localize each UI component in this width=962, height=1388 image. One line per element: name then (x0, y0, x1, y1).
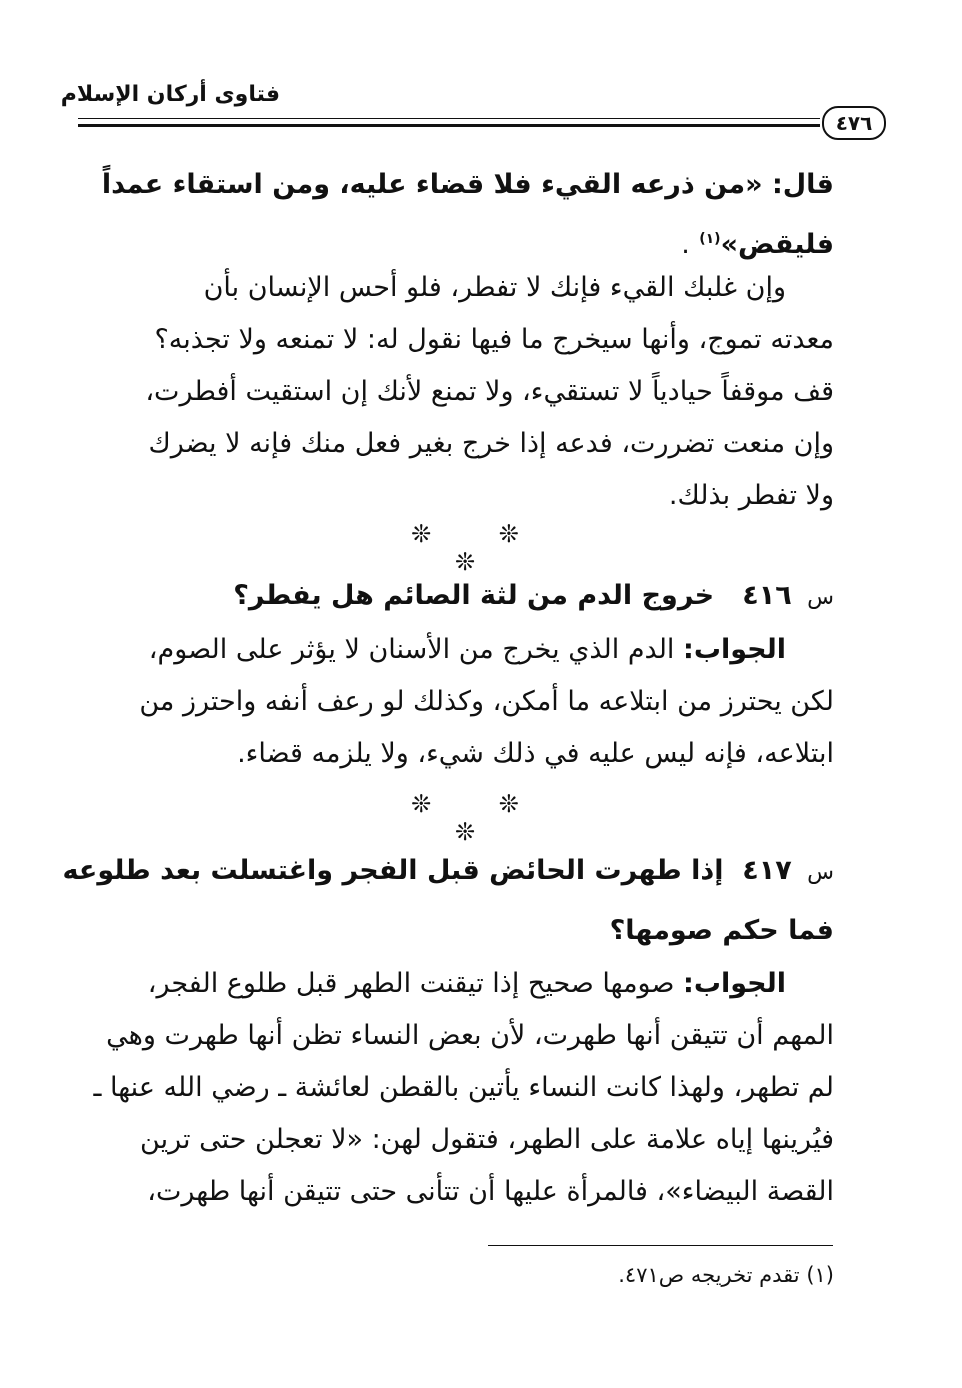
answer-line: لكن يحترز من ابتلاعه ما أمكن، وكذلك لو رعف أنفه واحترز من (139, 686, 834, 717)
hadith-quote-period: . (681, 229, 690, 260)
answer-label: الجواب: (683, 634, 786, 665)
answer-line: فيُرينها إياه علامة على الطهر، فتقول لهن: «لا تعجلن حتى ترين (140, 1124, 834, 1155)
question-number: ٤١٧ (742, 855, 792, 886)
hadith-quote-line-1: قال: «من ذرعه القيء فلا قضاء عليه، ومن استقاء عمداً (101, 169, 834, 200)
answer-416 (80, 624, 834, 780)
question-line (62, 842, 834, 902)
paragraph-line: ولا تفطر بذلك. (668, 480, 834, 511)
question-text: خروج الدم من لثة الصائم هل يفطر؟ (233, 580, 715, 611)
paragraph-line: قف موقفاً حيادياً لا تستقيء، ولا تمنع لأنك إن استقيت أفطرت، (145, 376, 834, 407)
answer-line (80, 624, 834, 676)
footnote-reference: (١) (699, 231, 721, 247)
hadith-quote (80, 158, 834, 272)
question-mark-symbol: س (807, 860, 834, 885)
question-number: ٤١٦ (742, 580, 792, 611)
answer-label: الجواب: (683, 968, 786, 999)
paragraph-line: وإن منعت تضررت، فدعه إذا خرج بغير فعل منك فإنه لا يضرك (148, 428, 834, 459)
question-line: فما حكم صومها؟ (609, 915, 834, 946)
question-416-heading (80, 568, 834, 626)
header-rule-thick (78, 124, 820, 127)
header-rule-thin (78, 118, 820, 119)
question-mark-symbol: س (807, 585, 834, 610)
section-separator: ❊ ❊ ❊ (411, 790, 549, 846)
footnote-rule (488, 1245, 833, 1246)
intro-paragraph (80, 262, 834, 522)
footnote: (١) تقدم تخريجه ص٤٧١. (618, 1263, 834, 1287)
paragraph-line: وإن غلبك القيء فإنك لا تفطر، فلو أحس الإنسان بأن (203, 272, 786, 303)
answer-text: الدم الذي يخرج من الأسنان لا يؤثر على الصوم، (148, 634, 675, 665)
answer-line: ابتلاعه، فإنه ليس عليه في ذلك شيء، ولا يلزمه قضاء. (237, 738, 834, 769)
answer-line: القصة البيضاء»، فالمرأة عليها أن تتأنى حتى تتيقن أنها طهرت، (147, 1176, 834, 1207)
question-417-heading (62, 842, 834, 960)
hadith-quote-end-word: فليقض» (720, 229, 834, 260)
answer-line (80, 958, 834, 1010)
paragraph-line: معدته تموج، وأنها سيخرج ما فيها نقول له: لا تمنعه ولا تجذبه؟ (154, 324, 834, 355)
section-separator: ❊ ❊ ❊ (411, 520, 549, 576)
answer-line: لم تطهر، ولهذا كانت النساء يأتين بالقطن لعائشة ـ رضي الله عنها ـ (93, 1072, 834, 1103)
running-title: فتاوى أركان الإسلام (60, 82, 280, 107)
answer-line: المهم أن تتيقن أنها طهرت، لأن بعض النساء تظن أنها طهرت وهي (106, 1020, 834, 1051)
answer-text: صومها صحيح إذا تيقنت الطهر قبل طلوع الفجر، (147, 968, 675, 999)
page-number: ٤٧٦ (822, 106, 886, 140)
answer-417 (80, 958, 834, 1218)
question-text: إذا طهرت الحائض قبل الفجر واغتسلت بعد طلوعه (62, 855, 724, 886)
